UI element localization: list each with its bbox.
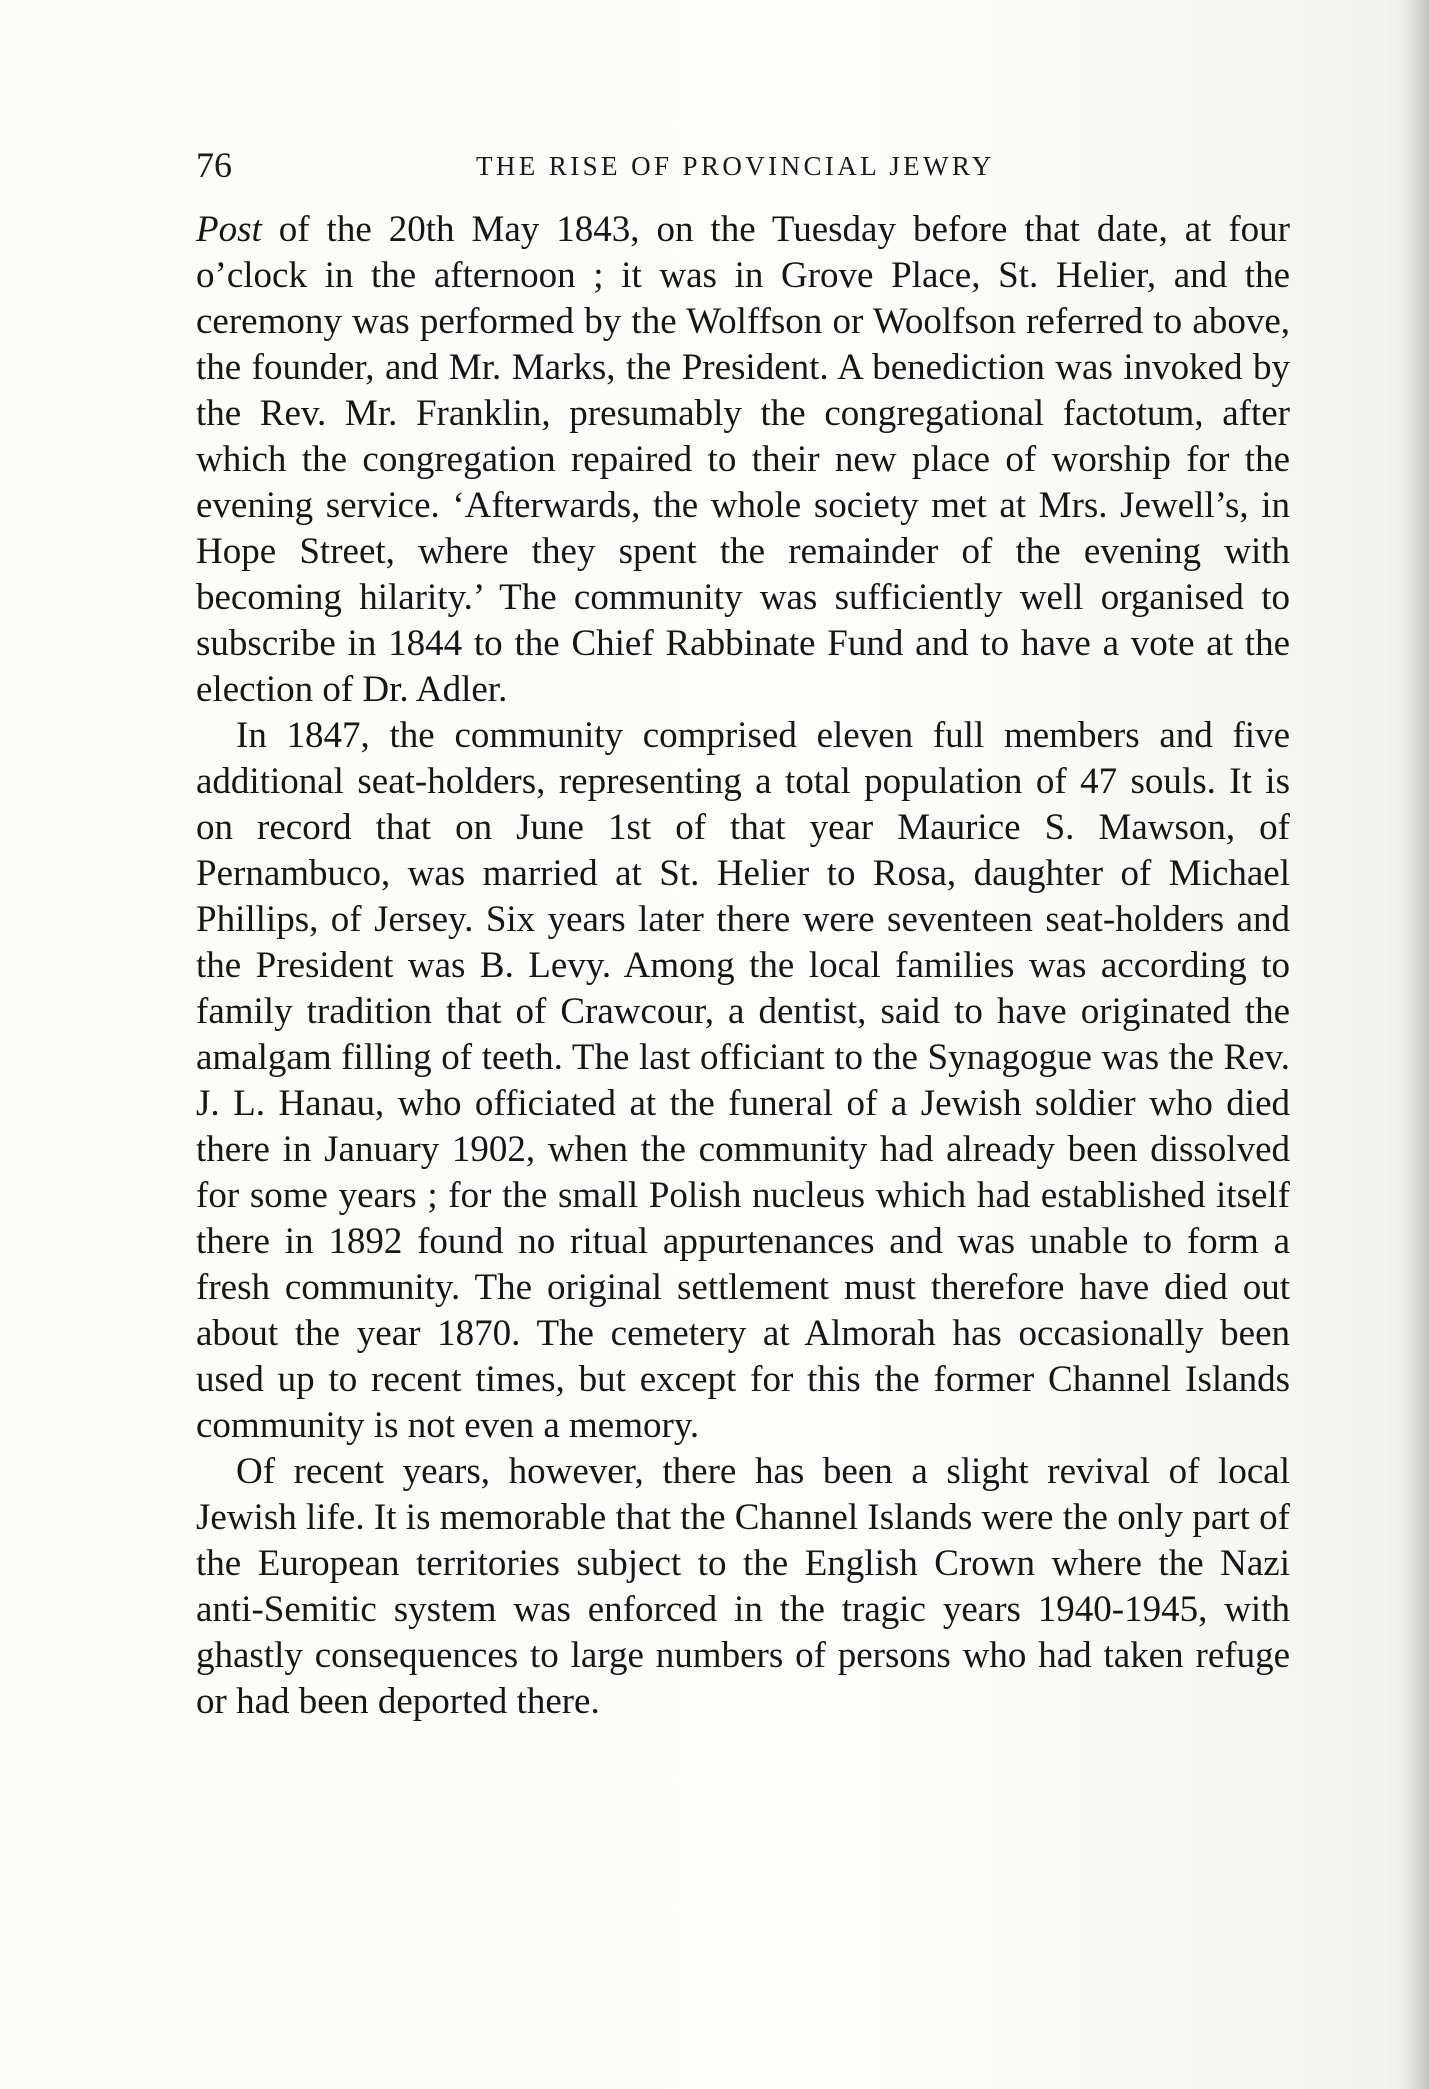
page-number: 76 [196,145,232,185]
paragraph-3: Of recent years, however, there has been a slight revival of local Jewish life. It is memorable that the Channel Islands were the only part of the European territories subject to the English Crown where the Nazi anti-Semitic system was enforced in the tragic years 1940-1945, with ghastly consequences to large numbers of persons who had taken refuge or had been deported there. [196,1451,1290,1722]
paragraph-1-italic-word: Post [196,209,262,250]
paragraph-1 [196,207,1290,713]
paragraph-2: In 1847, the community comprised eleven full members and five additional seat-holders, representing a total population of 47 souls. It is on record that on June 1st of that year Maurice S. Mawson, of Pernambuco, was married at St. Helier to Rosa, daughter of Michael Phillips, of Jersey. Six years later there were seventeen seat-holders and the President was B. Levy. Among the local families was according to family tradition that of Crawcour, a dentist, said to have originated the amalgam filling of teeth. The last officiant to the Synagogue was the Rev. J. L. Hanau, who officiated at the funeral of a Jewish soldier who died there in January 1902, when the community had already been dissolved for some years ; for the small Polish nucleus which had established itself there in 1892 found no ritual appurtenances and was unable to form a fresh community. The original settlement must therefore have died out about the year 1870. The cemetery at Almorah has occasionally been used up to recent times, but except for this the former Channel Islands community is not even a memory. [196,715,1290,1446]
paragraph-1-text: of the 20th May 1843, on the Tuesday before that date, at four o’clock in the afternoon ; it was in Grove Place, St. Helier, and the ceremony was performed by the Wolffson or Woolfson referred to above, the founder, and Mr. Marks, the President. A benediction was invoked by the Rev. Mr. Franklin, presumably the congregational factotum, after which the congregation repaired to their new place of worship for the evening service. ‘Afterwards, the whole society met at Mrs. Jewell’s, in Hope Street, where they spent the remainder of the evening with becoming hilarity.’ The community was sufficiently well organised to subscribe in 1844 to the Chief Rabbinate Fund and to have a vote at the election of Dr. Adler. [196,209,1290,710]
body-text [196,207,1290,1725]
running-head [196,140,1286,190]
running-title: THE RISE OF PROVINCIAL JEWRY [476,151,995,181]
page-edge-shadow [1401,0,1429,2089]
